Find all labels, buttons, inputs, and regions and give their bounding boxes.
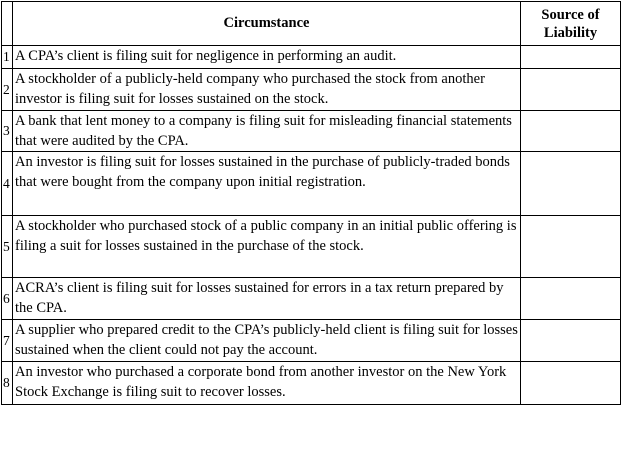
circumstance-text: A bank that lent money to a company is filing suit for misleading financial statements that were audited by the CPA. — [13, 111, 521, 152]
table-row — [2, 216, 621, 278]
source-cell[interactable] — [521, 69, 621, 111]
circumstance-text: An investor who purchased a corporate bond from another investor on the New York Stock Exchange is filing suit to recover losses. — [13, 362, 521, 405]
header-number — [2, 2, 13, 46]
source-cell[interactable] — [521, 278, 621, 320]
header-row — [2, 2, 621, 46]
table-row — [2, 152, 621, 216]
circumstance-text: A CPA’s client is filing suit for negligence in performing an audit. — [13, 46, 521, 69]
table-row — [2, 362, 621, 405]
row-number: 6 — [2, 278, 13, 320]
row-number: 5 — [2, 216, 13, 278]
source-cell[interactable] — [521, 152, 621, 216]
source-cell[interactable] — [521, 111, 621, 152]
header-circumstance: Circumstance — [13, 2, 521, 46]
table-row — [2, 111, 621, 152]
row-number: 2 — [2, 69, 13, 111]
row-number: 7 — [2, 320, 13, 362]
row-number: 1 — [2, 46, 13, 69]
circumstance-text: A supplier who prepared credit to the CPA’s publicly-held client is filing suit for losses sustained when the client could not pay the account. — [13, 320, 521, 362]
table-row — [2, 320, 621, 362]
table-row — [2, 46, 621, 69]
source-cell[interactable] — [521, 362, 621, 405]
row-number: 3 — [2, 111, 13, 152]
source-cell[interactable] — [521, 216, 621, 278]
header-source-of-liability: Source of Liability — [521, 2, 621, 46]
source-cell[interactable] — [521, 46, 621, 69]
circumstance-text: ACRA’s client is filing suit for losses sustained for errors in a tax return prepared by the CPA. — [13, 278, 521, 320]
liability-table — [1, 1, 621, 405]
table-row — [2, 278, 621, 320]
row-number: 8 — [2, 362, 13, 405]
source-cell[interactable] — [521, 320, 621, 362]
circumstance-text: An investor is filing suit for losses sustained in the purchase of publicly-traded bonds that were bought from the company upon initial registration. — [13, 152, 521, 216]
table-row — [2, 69, 621, 111]
circumstance-text: A stockholder who purchased stock of a public company in an initial public offering is filing a suit for losses sustained in the purchase of the stock. — [13, 216, 521, 278]
circumstance-text: A stockholder of a publicly-held company who purchased the stock from another investor is filing suit for losses sustained on the stock. — [13, 69, 521, 111]
row-number: 4 — [2, 152, 13, 216]
